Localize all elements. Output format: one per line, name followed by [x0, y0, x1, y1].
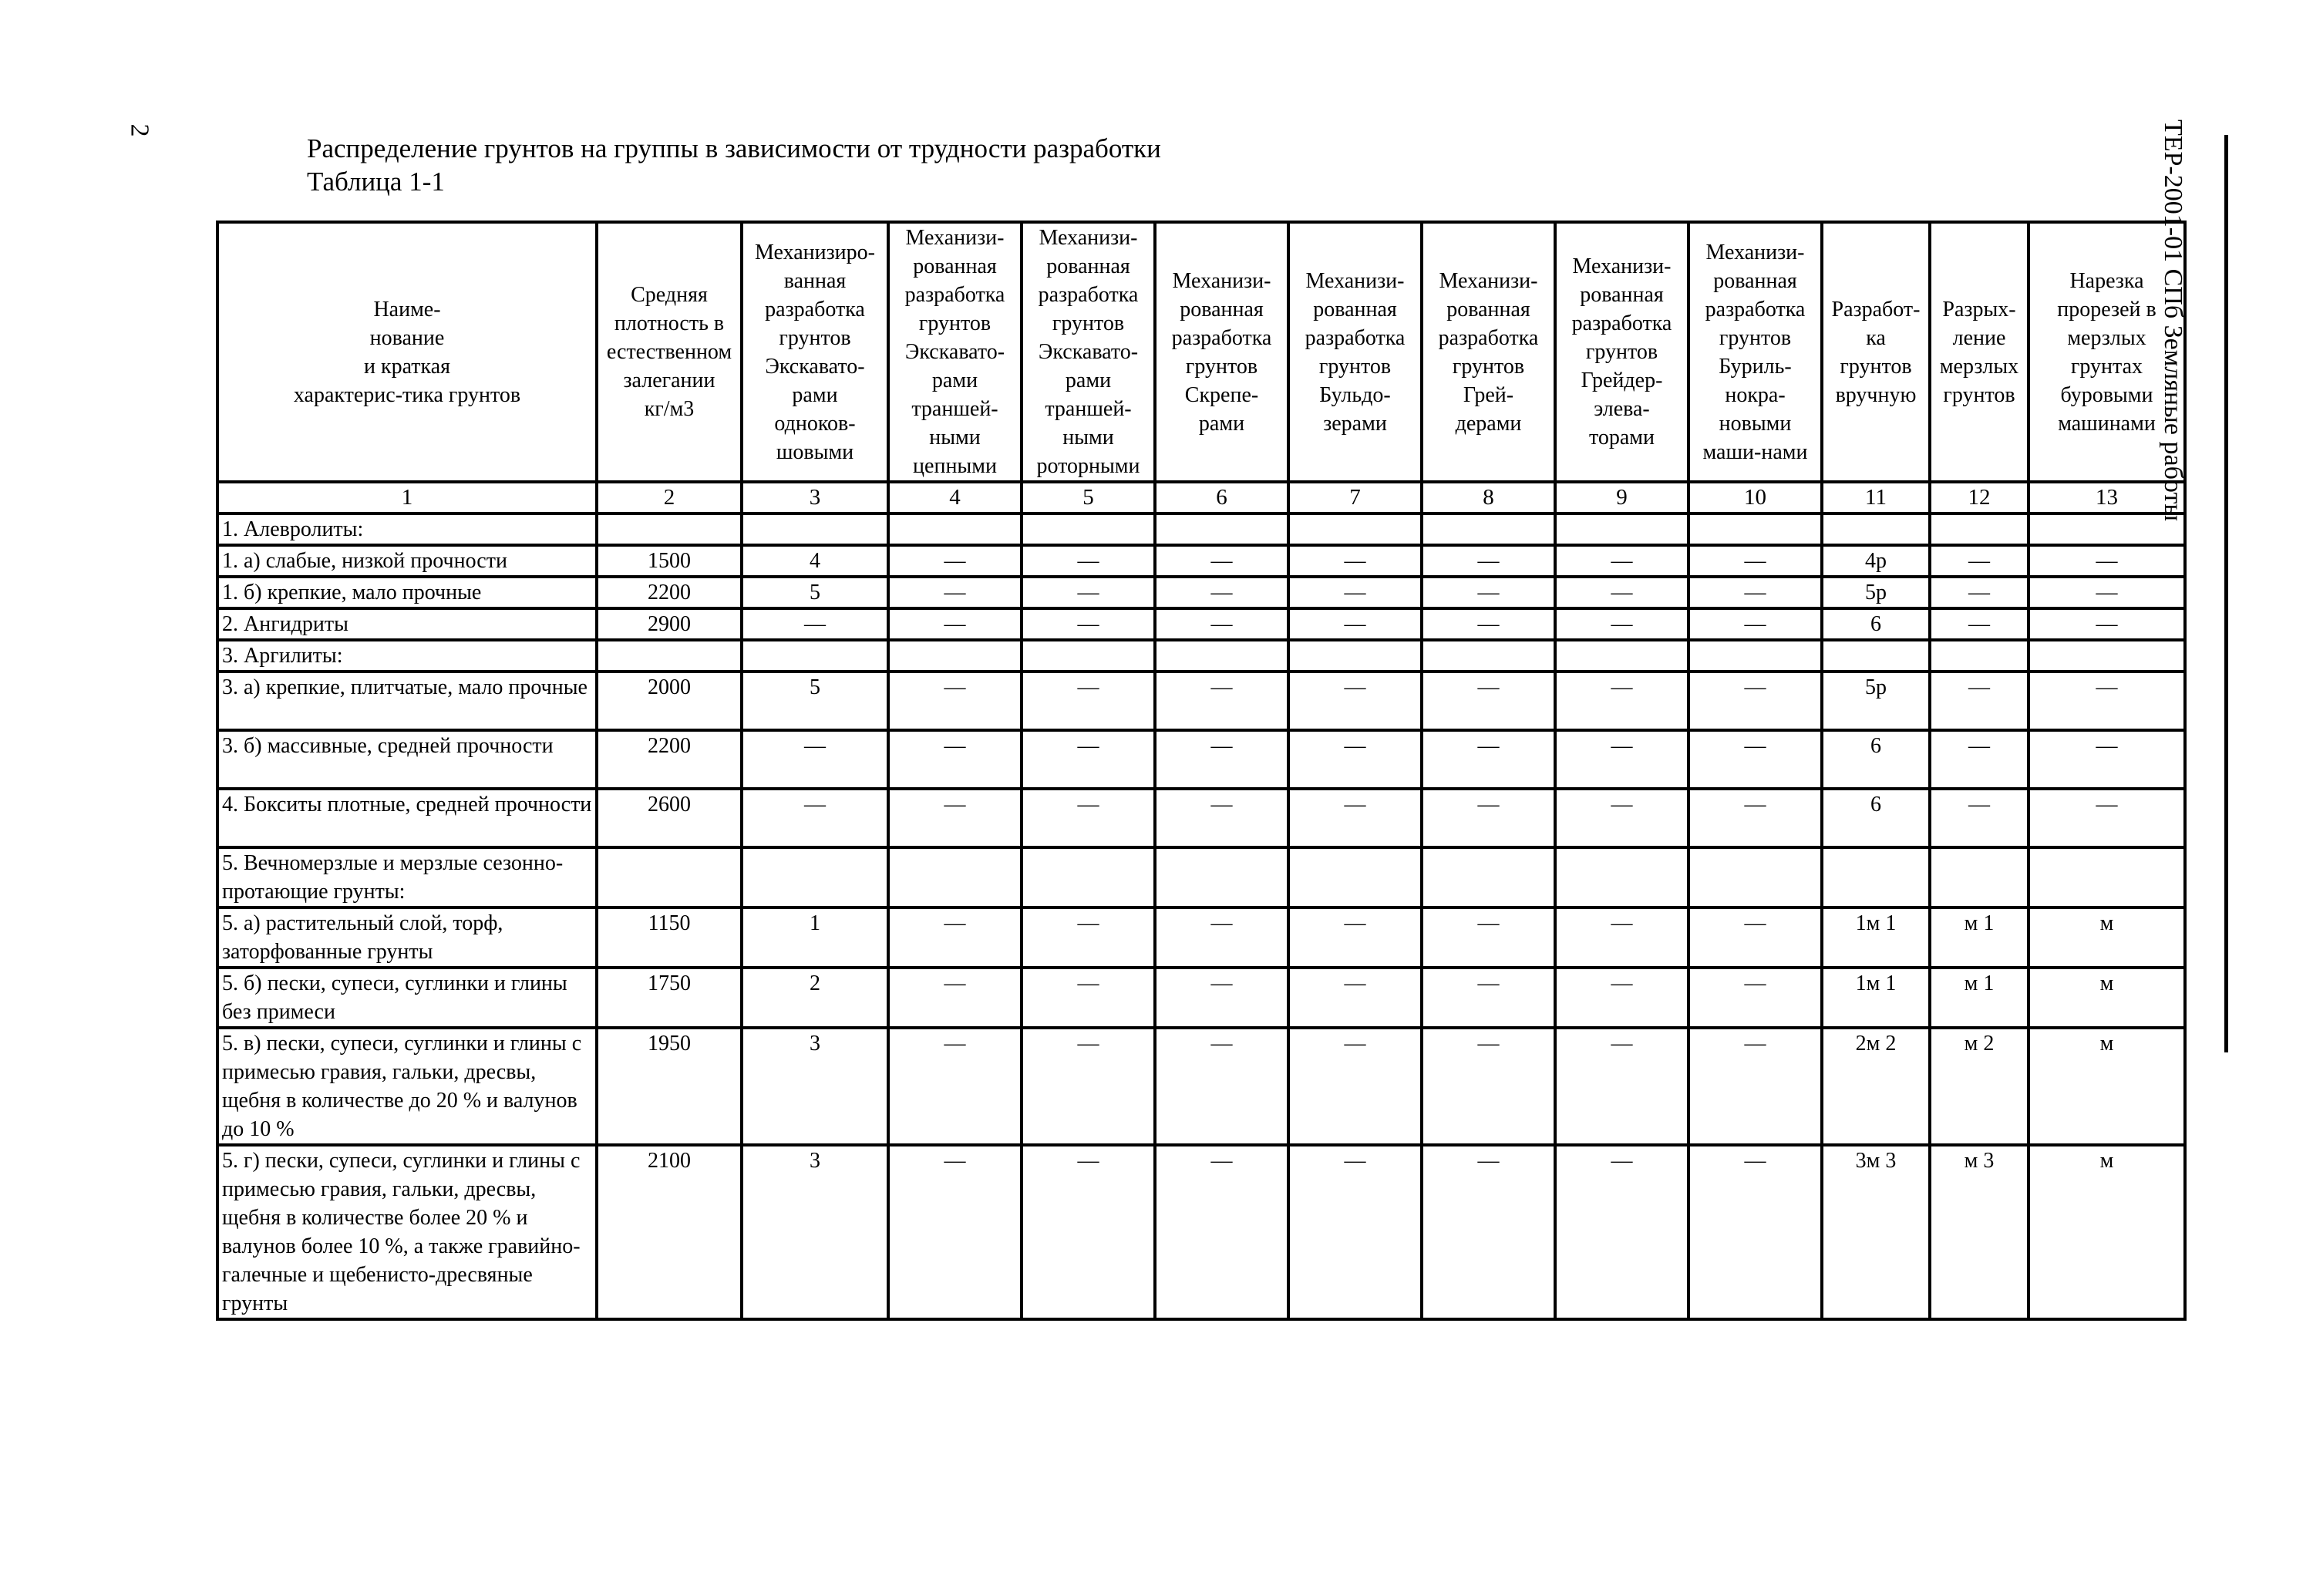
value-cell: —: [1288, 789, 1422, 847]
value-cell: м 2: [1930, 1028, 2029, 1145]
value-cell: 1750: [597, 968, 742, 1028]
value-cell: —: [1022, 907, 1155, 968]
value-cell: [1822, 513, 1930, 545]
value-cell: 6: [1822, 608, 1930, 640]
table-row: [217, 789, 2185, 847]
value-cell: [1688, 640, 1822, 672]
value-cell: [888, 847, 1022, 907]
value-cell: [1022, 640, 1155, 672]
value-cell: 2600: [597, 789, 742, 847]
value-cell: [1022, 847, 1155, 907]
value-cell: —: [1422, 577, 1555, 608]
value-cell: —: [1288, 1028, 1422, 1145]
header-cell: Разрых- ление мерзлых грунтов: [1930, 222, 2029, 482]
value-cell: —: [1688, 907, 1822, 968]
value-cell: —: [1555, 672, 1688, 730]
soil-name-cell: 3. б) массивные, средней прочности: [217, 730, 597, 789]
value-cell: —: [1155, 789, 1288, 847]
header-cell: Механизи- рованная разработка грунтов Грейдер- элева- торами: [1555, 222, 1688, 482]
table-row: [217, 608, 2185, 640]
value-cell: [1822, 640, 1930, 672]
column-number-cell: 5: [1022, 482, 1155, 513]
value-cell: —: [1688, 968, 1822, 1028]
table-row: [217, 730, 2185, 789]
table-row: [217, 847, 2185, 907]
value-cell: [2029, 847, 2185, 907]
value-cell: [888, 513, 1022, 545]
value-cell: —: [2029, 577, 2185, 608]
value-cell: 3: [742, 1145, 888, 1319]
value-cell: м 1: [1930, 968, 2029, 1028]
value-cell: —: [1422, 968, 1555, 1028]
column-number-cell: 2: [597, 482, 742, 513]
value-cell: 1м 1: [1822, 968, 1930, 1028]
column-number-row: [217, 482, 2185, 513]
soil-name-cell: 1. б) крепкие, мало прочные: [217, 577, 597, 608]
value-cell: 1: [742, 907, 888, 968]
value-cell: —: [1422, 1028, 1555, 1145]
value-cell: —: [1688, 1145, 1822, 1319]
value-cell: [1930, 513, 2029, 545]
value-cell: —: [1155, 907, 1288, 968]
column-number-cell: 12: [1930, 482, 2029, 513]
value-cell: —: [1555, 1145, 1688, 1319]
value-cell: 4р: [1822, 545, 1930, 577]
value-cell: —: [1288, 907, 1422, 968]
value-cell: —: [1288, 1145, 1422, 1319]
value-cell: —: [1688, 608, 1822, 640]
value-cell: —: [742, 730, 888, 789]
table-row: [217, 968, 2185, 1028]
value-cell: —: [1930, 545, 2029, 577]
header-row: [217, 222, 2185, 482]
column-number-cell: 4: [888, 482, 1022, 513]
value-cell: —: [1422, 789, 1555, 847]
value-cell: [1822, 847, 1930, 907]
value-cell: —: [1422, 730, 1555, 789]
value-cell: 6: [1822, 730, 1930, 789]
value-cell: —: [2029, 608, 2185, 640]
value-cell: —: [1930, 730, 2029, 789]
value-cell: [1555, 847, 1688, 907]
value-cell: —: [1022, 577, 1155, 608]
value-cell: —: [888, 545, 1022, 577]
value-cell: 3: [742, 1028, 888, 1145]
value-cell: —: [1555, 907, 1688, 968]
value-cell: —: [1555, 789, 1688, 847]
side-rule: [2224, 135, 2228, 1052]
header-cell: Механизи- рованная разработка грунтов Бульдо- зерами: [1288, 222, 1422, 482]
value-cell: 2: [742, 968, 888, 1028]
soil-name-cell: 2. Ангидриты: [217, 608, 597, 640]
value-cell: —: [1930, 608, 2029, 640]
value-cell: —: [1288, 730, 1422, 789]
table-row: [217, 545, 2185, 577]
soil-name-cell: 5. Вечномерзлые и мерзлые сезонно-протающие грунты:: [217, 847, 597, 907]
table-row: [217, 577, 2185, 608]
value-cell: —: [1022, 730, 1155, 789]
value-cell: [1022, 513, 1155, 545]
value-cell: —: [1930, 577, 2029, 608]
value-cell: 1950: [597, 1028, 742, 1145]
value-cell: —: [1555, 968, 1688, 1028]
value-cell: [1688, 513, 1822, 545]
value-cell: —: [1422, 1145, 1555, 1319]
value-cell: 1500: [597, 545, 742, 577]
value-cell: —: [1422, 907, 1555, 968]
header-cell: Механизи- рованная разработка грунтов Буриль- нокра- новыми маши-нами: [1688, 222, 1822, 482]
value-cell: —: [1155, 968, 1288, 1028]
value-cell: м: [2029, 968, 2185, 1028]
value-cell: м: [2029, 1145, 2185, 1319]
value-cell: [1155, 847, 1288, 907]
soil-name-cell: 3. а) крепкие, плитчатые, мало прочные: [217, 672, 597, 730]
value-cell: —: [1688, 545, 1822, 577]
value-cell: [597, 640, 742, 672]
value-cell: —: [1422, 545, 1555, 577]
value-cell: —: [1288, 608, 1422, 640]
value-cell: 5р: [1822, 577, 1930, 608]
value-cell: [597, 847, 742, 907]
value-cell: 1м 1: [1822, 907, 1930, 968]
value-cell: —: [1555, 608, 1688, 640]
value-cell: [1422, 640, 1555, 672]
value-cell: [1288, 847, 1422, 907]
value-cell: —: [888, 608, 1022, 640]
value-cell: —: [1022, 968, 1155, 1028]
column-number-cell: 3: [742, 482, 888, 513]
value-cell: —: [1288, 577, 1422, 608]
value-cell: 2900: [597, 608, 742, 640]
value-cell: м: [2029, 907, 2185, 968]
value-cell: [2029, 640, 2185, 672]
value-cell: [1930, 640, 2029, 672]
value-cell: —: [1555, 730, 1688, 789]
column-number-cell: 8: [1422, 482, 1555, 513]
value-cell: —: [888, 907, 1022, 968]
value-cell: [742, 847, 888, 907]
value-cell: [1688, 847, 1822, 907]
value-cell: —: [2029, 672, 2185, 730]
value-cell: —: [2029, 545, 2185, 577]
value-cell: —: [1288, 545, 1422, 577]
value-cell: [742, 640, 888, 672]
table-label: Таблица 1-1: [307, 167, 445, 197]
value-cell: м: [2029, 1028, 2185, 1145]
soil-groups-table: [216, 221, 2187, 1321]
column-number-cell: 7: [1288, 482, 1422, 513]
header-cell: Наиме- нование и краткая характерис-тика грунтов: [217, 222, 597, 482]
document-code-label: ТЕР-2001-01 СПб Земляные работы: [2159, 120, 2187, 522]
header-cell: Разработ- ка грунтов вручную: [1822, 222, 1930, 482]
value-cell: —: [888, 577, 1022, 608]
value-cell: —: [1022, 1028, 1155, 1145]
value-cell: [1555, 640, 1688, 672]
value-cell: —: [888, 672, 1022, 730]
table-row: [217, 1145, 2185, 1319]
value-cell: —: [1688, 730, 1822, 789]
value-cell: —: [1155, 672, 1288, 730]
value-cell: —: [1155, 545, 1288, 577]
soil-name-cell: 3. Аргилиты:: [217, 640, 597, 672]
value-cell: —: [1155, 1145, 1288, 1319]
column-number-cell: 6: [1155, 482, 1288, 513]
soil-name-cell: 1. Алевролиты:: [217, 513, 597, 545]
value-cell: —: [1155, 1028, 1288, 1145]
header-cell: Механизи- рованная разработка грунтов Экскавато- рами траншей- ными роторными: [1022, 222, 1155, 482]
value-cell: —: [1288, 672, 1422, 730]
header-cell: Средняя плотность в естественном залегании кг/м3: [597, 222, 742, 482]
value-cell: [742, 513, 888, 545]
value-cell: —: [1155, 730, 1288, 789]
value-cell: 5р: [1822, 672, 1930, 730]
soil-name-cell: 5. а) растительный слой, торф, заторфованные грунты: [217, 907, 597, 968]
column-number-cell: 11: [1822, 482, 1930, 513]
value-cell: —: [1688, 577, 1822, 608]
value-cell: —: [1930, 672, 2029, 730]
header-cell: Механизи- рованная разработка грунтов Грей- дерами: [1422, 222, 1555, 482]
value-cell: —: [1930, 789, 2029, 847]
value-cell: —: [2029, 730, 2185, 789]
table-row: [217, 1028, 2185, 1145]
soil-name-cell: 5. в) пески, супеси, суглинки и глины с примесью гравия, гальки, дресвы, щебня в количестве до 20 % и валунов до 10 %: [217, 1028, 597, 1145]
value-cell: [2029, 513, 2185, 545]
value-cell: [1155, 640, 1288, 672]
document-title: Распределение грунтов на группы в зависимости от трудности разработки: [307, 133, 1161, 163]
header-cell: Механизиро- ванная разработка грунтов Экскавато- рами одноков- шовыми: [742, 222, 888, 482]
value-cell: [1930, 847, 2029, 907]
value-cell: [1288, 513, 1422, 545]
value-cell: м 3: [1930, 1145, 2029, 1319]
column-number-cell: 1: [217, 482, 597, 513]
value-cell: 2200: [597, 577, 742, 608]
value-cell: 3м 3: [1822, 1145, 1930, 1319]
value-cell: —: [1288, 968, 1422, 1028]
header-cell: Нарезка прорезей в мерзлых грунтах буровыми машинами: [2029, 222, 2185, 482]
value-cell: —: [1688, 1028, 1822, 1145]
value-cell: 2100: [597, 1145, 742, 1319]
value-cell: 4: [742, 545, 888, 577]
value-cell: —: [742, 789, 888, 847]
value-cell: [1288, 640, 1422, 672]
value-cell: —: [888, 1145, 1022, 1319]
column-number-cell: 13: [2029, 482, 2185, 513]
value-cell: 6: [1822, 789, 1930, 847]
value-cell: —: [1688, 672, 1822, 730]
value-cell: [888, 640, 1022, 672]
table-row: [217, 513, 2185, 545]
value-cell: [1422, 847, 1555, 907]
value-cell: —: [1022, 1145, 1155, 1319]
value-cell: м 1: [1930, 907, 2029, 968]
value-cell: —: [1422, 672, 1555, 730]
value-cell: —: [1555, 545, 1688, 577]
value-cell: —: [1155, 608, 1288, 640]
table-row: [217, 907, 2185, 968]
value-cell: 2200: [597, 730, 742, 789]
value-cell: —: [1022, 545, 1155, 577]
soil-name-cell: 1. а) слабые, низкой прочности: [217, 545, 597, 577]
value-cell: —: [742, 608, 888, 640]
page-number: 2: [125, 123, 154, 137]
value-cell: —: [1022, 789, 1155, 847]
column-number-cell: 10: [1688, 482, 1822, 513]
value-cell: [1422, 513, 1555, 545]
value-cell: [1555, 513, 1688, 545]
value-cell: 2м 2: [1822, 1028, 1930, 1145]
value-cell: —: [1022, 672, 1155, 730]
value-cell: —: [1422, 608, 1555, 640]
value-cell: 5: [742, 672, 888, 730]
value-cell: —: [1555, 1028, 1688, 1145]
value-cell: 5: [742, 577, 888, 608]
soil-name-cell: 5. б) пески, супеси, суглинки и глины без примеси: [217, 968, 597, 1028]
value-cell: [597, 513, 742, 545]
table-body: [217, 482, 2185, 1319]
value-cell: [1155, 513, 1288, 545]
table-row: [217, 672, 2185, 730]
value-cell: —: [1022, 608, 1155, 640]
soil-name-cell: 4. Бокситы плотные, средней прочности: [217, 789, 597, 847]
value-cell: —: [888, 968, 1022, 1028]
value-cell: —: [2029, 789, 2185, 847]
value-cell: 1150: [597, 907, 742, 968]
column-number-cell: 9: [1555, 482, 1688, 513]
soil-name-cell: 5. г) пески, супеси, суглинки и глины с примесью гравия, гальки, дресвы, щебня в количестве более 20 % и валунов более 10 %, а также гравийно-галечные и щебенисто-дресвяные грунты: [217, 1145, 597, 1319]
value-cell: 2000: [597, 672, 742, 730]
table-row: [217, 640, 2185, 672]
value-cell: —: [888, 730, 1022, 789]
value-cell: —: [888, 1028, 1022, 1145]
value-cell: —: [1688, 789, 1822, 847]
value-cell: —: [888, 789, 1022, 847]
header-cell: Механизи- рованная разработка грунтов Экскавато- рами траншей- ными цепными: [888, 222, 1022, 482]
value-cell: —: [1555, 577, 1688, 608]
value-cell: —: [1155, 577, 1288, 608]
header-cell: Механизи- рованная разработка грунтов Скрепе- рами: [1155, 222, 1288, 482]
